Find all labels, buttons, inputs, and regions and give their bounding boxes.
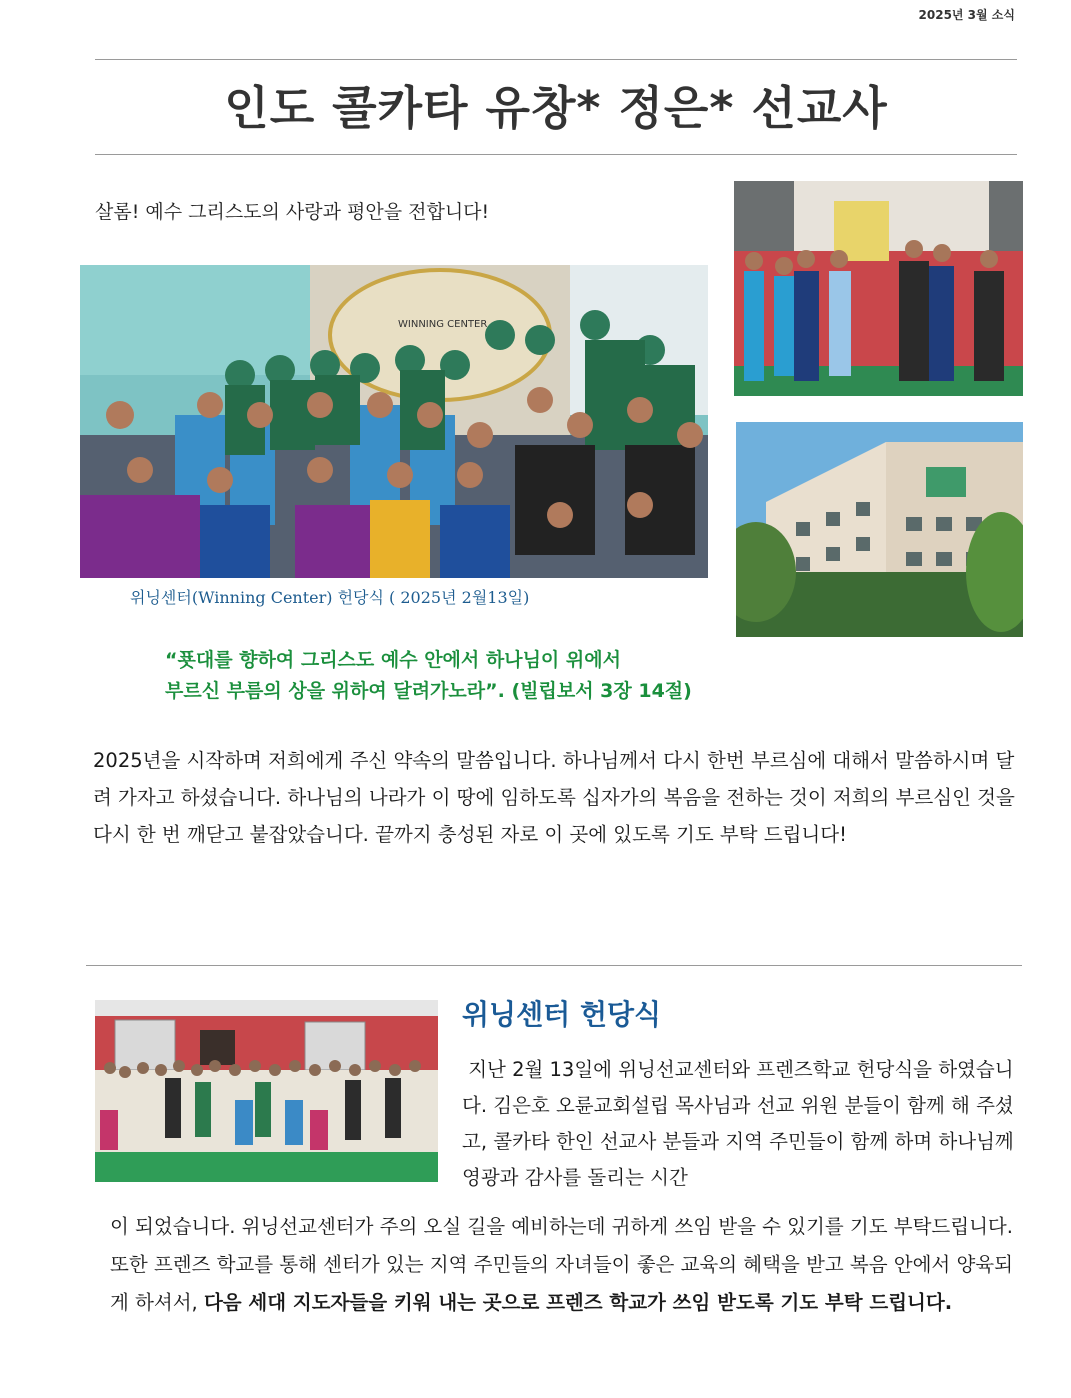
photo-caption: 위닝센터(Winning Center) 헌당식 ( 2025년 2월13일) <box>130 588 530 607</box>
issue-date: 2025년 3월 소식 <box>918 8 1015 22</box>
section-divider <box>86 965 1022 966</box>
group-photo-illustration <box>80 265 708 578</box>
section-text-b-wrap <box>110 1208 1022 1322</box>
section-text-a: 지난 2월 13일에 위닝선교센터와 프렌즈학교 헌당식을 하였습니다. 김은호 오륜교회설립 목사님과 선교 위원 분들이 함께 해 주셨고, 콜카타 한인 선교사 분들과 지역 주민들이 함께 하며 하나님께 영광과 감사를 돌리는 시간 <box>462 1058 1020 1189</box>
center-building-photo <box>736 422 1023 637</box>
bible-verse <box>165 645 692 707</box>
verse-line-2: 부르신 부름의 상을 위하여 달려가노라”. (빌립보서 3장 14절) <box>165 680 692 702</box>
ceremony-group-photo <box>95 1000 438 1182</box>
photo-banner-sign: WINNING CENTER <box>398 319 488 330</box>
top-divider <box>95 59 1017 60</box>
section-paragraph-top <box>462 1052 1022 1196</box>
ceremony-photo-illustration <box>95 1000 438 1182</box>
section-paragraph-bottom <box>110 1208 1022 1322</box>
section-text-b: 이 되었습니다. 위닝선교센터가 주의 오실 길을 예비하는데 귀하게 쓰임 받을 수 있기를 기도 부탁드립니다. 또한 프렌즈 학교를 통해 센터가 있는 지역 주민들의 자녀들이 좋은 교육의 혜택을 받고 복음 안에서 양육되게 하셔서, <box>110 1215 1013 1314</box>
section-text-b-bold: 다음 세대 지도자들을 키워 내는 곳으로 프렌즈 학교가 쓰임 받도록 기도 부탁 드립니다. <box>203 1291 953 1314</box>
page-title: 인도 콜카타 유창* 정은* 선교사 <box>224 81 888 135</box>
section-title: 위닝센터 헌당식 <box>462 998 662 1031</box>
verse-line-1: “푯대를 향하여 그리스도 예수 안에서 하나님이 위에서 <box>165 649 621 671</box>
intro-paragraph <box>93 742 1018 853</box>
building-photo-illustration <box>736 422 1023 637</box>
unveiling-photo-illustration <box>734 181 1023 396</box>
dedication-group-photo <box>80 265 708 578</box>
greeting-text: 살롬! 예수 그리스도의 사랑과 평안을 전합니다! <box>95 201 490 223</box>
unveiling-photo <box>734 181 1023 396</box>
intro-paragraph-text: 2025년을 시작하며 저희에게 주신 약속의 말씀입니다. 하나님께서 다시 한번 부르심에 대해서 말씀하시며 달려 가자고 하셨습니다. 하나님의 나라가 이 땅에 임하도록 십자가의 복음을 전하는 것이 저희의 부르심인 것을 다시 한 번 깨닫고 붙잡았습니다. 끝까지 충성된 자로 이 곳에 있도록 기도 부탁 드립니다! <box>93 749 1015 846</box>
title-divider <box>95 154 1017 155</box>
